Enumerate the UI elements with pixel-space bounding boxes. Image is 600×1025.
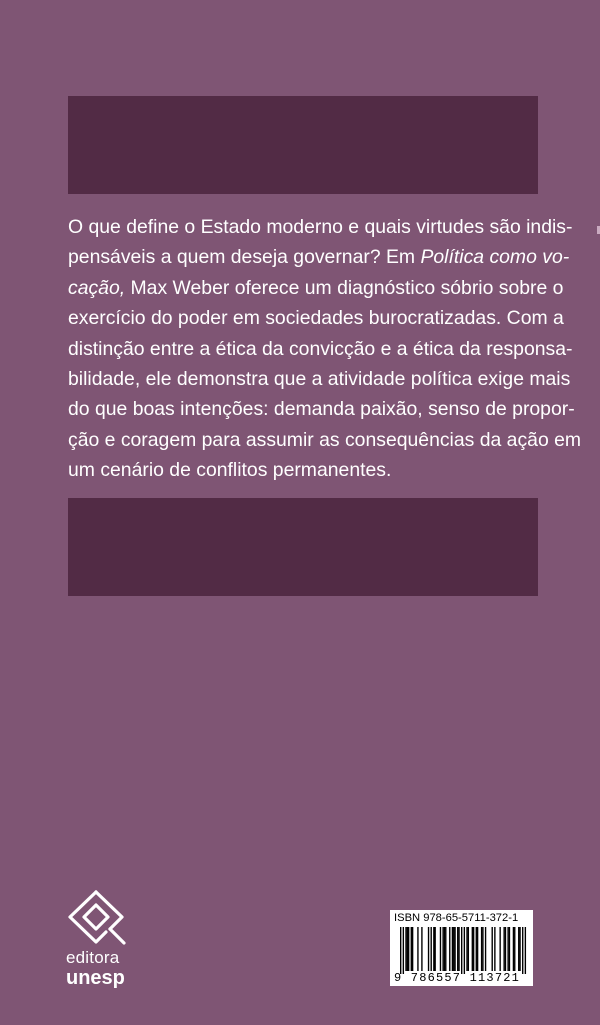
isbn-barcode [390,910,533,986]
barcode-bar [503,927,504,971]
barcode-bar [454,927,455,971]
barcode-bar [412,927,413,971]
barcode-bar [431,927,432,971]
barcode-bar [492,927,493,971]
barcode-bar [417,927,418,971]
barcode-bar [472,927,473,971]
barcode-bar [403,927,404,974]
barcode-bar [457,927,458,971]
barcode-bar [453,927,454,971]
book-title-inline: cação, [68,276,126,299]
barcode-bar [476,927,477,971]
synopsis-line: cação, Max Weber oferece um diagnóstico sóbrio sobre o [68,276,564,299]
barcode-bar [513,927,514,971]
barcode-bar [452,927,453,971]
synopsis-line: exercício do poder em sociedades burocratizadas. Com a [68,307,564,330]
barcode-bar [442,927,443,971]
barcode-digits: 9 786557 113721 [394,971,521,985]
top-dark-panel [68,96,538,194]
barcode-bar [421,927,422,971]
barcode-bar [525,927,526,974]
barcode-bar [407,927,408,971]
barcode-bar [477,927,478,971]
barcode-bar [440,927,441,971]
barcode-bar [434,927,435,971]
barcode-bar [408,927,409,971]
synopsis-text [68,212,582,486]
barcode-bar [522,927,523,974]
barcode-bar [461,927,462,974]
synopsis-line: um cenário de conflitos permanentes. [68,459,392,482]
publisher-name-line1: editora [66,948,120,967]
barcode-bar [400,927,401,974]
barcode-bar [428,927,429,971]
barcode-bar [468,927,469,971]
synopsis-line: do que boas intenções: demanda paixão, senso de propor- [68,398,575,421]
barcode-bar [464,927,465,974]
barcode-bar [449,927,450,971]
barcode-bar [485,927,486,971]
barcode-bar [509,927,510,971]
barcode-bar [482,927,483,971]
barcode-bar [519,927,520,971]
barcode-bar [505,927,506,971]
isbn-label: ISBN 978-65-5711-372-1 [394,912,519,924]
bottom-dark-panel [68,498,538,596]
barcode-bar [473,927,474,971]
publisher-name-line2: unesp [66,967,125,989]
barcode-bars [394,927,529,974]
barcode-bar [405,927,406,971]
barcode-bar [444,927,445,971]
synopsis-line: distinção entre a ética da convicção e a ética da responsa- [68,337,573,360]
barcode-bar [433,927,434,971]
barcode-bar [507,927,508,971]
synopsis-line: bilidade, ele demonstra que a atividade política exige mais [68,368,571,391]
book-title-inline: Política como vo- [420,246,570,269]
synopsis-line: ção e coragem para assumir as consequências da ação em [68,428,582,451]
synopsis-line: O que define o Estado moderno e quais virtudes são indis- [68,216,573,238]
barcode-bar [445,927,446,971]
barcode-bar [514,927,515,971]
barcode-bar [494,927,495,971]
barcode-bar [499,927,500,971]
barcode-bar [411,927,412,971]
synopsis-line: pensáveis a quem deseja governar? Em Política como vo- [68,246,570,269]
barcode-bar [466,927,467,971]
barcode-bar [458,927,459,971]
barcode-bar [518,927,519,971]
barcode-bar [481,927,482,971]
